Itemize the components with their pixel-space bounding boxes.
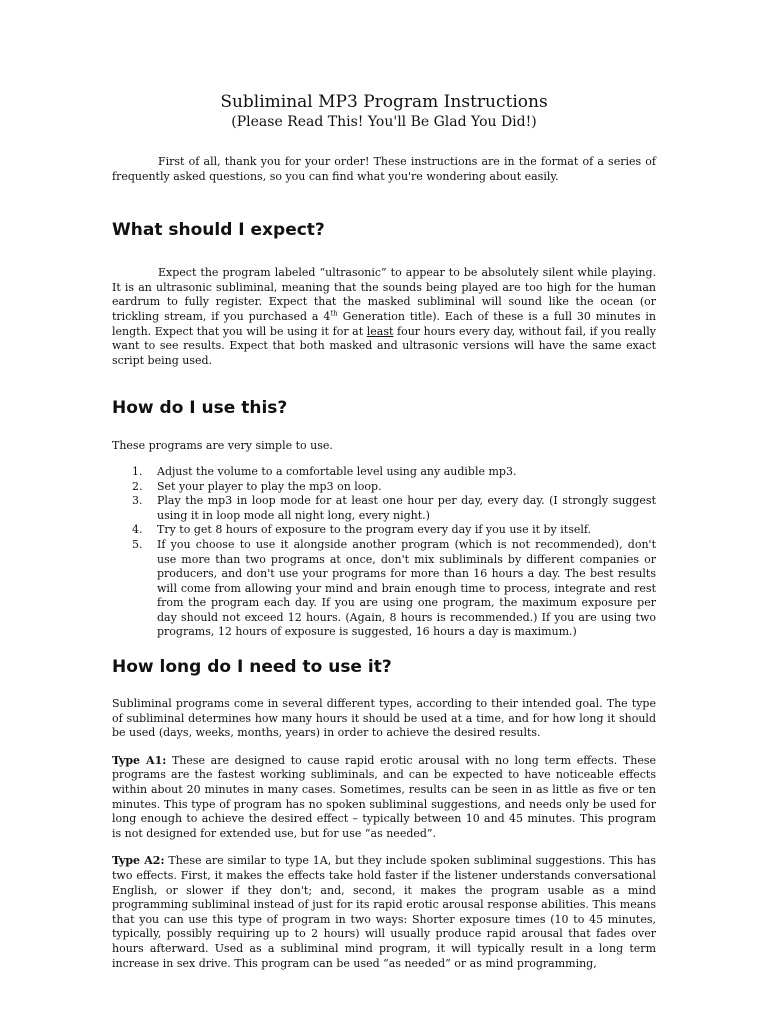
type-a2-label: Type A2: — [112, 854, 165, 868]
expect-text-a: Expect the program labeled “ultrasonic” to appear to be absolutely silent while playing. It is an ultrasonic subliminal, meaning that the sounds being played are too high for the human eardrum to fully register. Expect that the masked subliminal will sound like the ocean (or trickling stream, if you purchased a 4 — [112, 266, 656, 323]
list-item-number: 1. — [132, 464, 143, 478]
list-item — [112, 465, 656, 480]
use-intro: These programs are very simple to use. — [112, 439, 333, 453]
duration-intro: Subliminal programs come in several different types, according to their intended goal. The type of subliminal determines how many hours it should be used at a time, and for how long it should be used (days, weeks, months, years) in order to achieve the desired results. — [112, 697, 656, 740]
type-a1-label: Type A1: — [112, 753, 167, 767]
list-item-number: 5. — [132, 537, 143, 551]
page-title: Subliminal MP3 Program Instructions — [220, 92, 548, 112]
section-heading-duration: How long do I need to use it? — [112, 657, 392, 678]
intro-paragraph: First of all, thank you for your order! These instructions are in the format of a series of frequently asked questions, so you can find what you're wondering about easily. — [112, 155, 656, 183]
section-heading-expect: What should I expect? — [112, 220, 325, 241]
list-item — [112, 494, 656, 523]
expect-paragraph — [112, 266, 656, 368]
type-a1-text: These are designed to cause rapid erotic arousal with no long term effects. These programs are the fastest working subliminals, and can be expected to have noticeable effects within about 20 minutes in many cases. Sometimes, results can be seen in as little as five or ten minutes. This type of program has no spoken subliminal suggestions, and needs only be used for long enough to achieve the desired effect – typically between 10 and 45 minutes. This program is not designed for extended use, but for use “as needed”. — [112, 753, 656, 840]
type-a1-paragraph — [112, 754, 656, 842]
type-a2-text: These are similar to type 1A, but they include spoken subliminal suggestions. This has two effects. First, it makes the effects take hold faster if the listener understands conversational English, or slower if they don't; and, second, it makes the program usable as a mind programming subliminal instead of just for its rapid erotic arousal response abilities. This means that you can use this type of program in two ways: Shorter exposure times (10 to 45 minutes, typically, possibly requiring up to 2 hours) will usually produce rapid arousal that fades over hours afterward. Used as a subliminal mind program, it will typically result in a long term increase in sex drive. This program can be used “as needed” or as mind programming, — [112, 854, 656, 970]
expect-underlined-word: least — [366, 324, 394, 338]
list-item — [112, 523, 656, 538]
use-steps-list — [112, 465, 656, 640]
list-item-text: Play the mp3 in loop mode for at least one hour per day, every day. (I strongly suggest using it in loop mode all night long, every night.) — [157, 494, 656, 522]
section-heading-use: How do I use this? — [112, 398, 288, 419]
list-item-number: 3. — [132, 494, 143, 508]
list-item — [112, 538, 656, 640]
expect-text-b: Generation title). Each of these is a full 30 minutes in length. Expect that you will be using it for at — [112, 309, 656, 338]
list-item-text: If you choose to use it alongside another program (which is not recommended), don't use more than two programs at once, don't mix subliminals by different companies or producers, and don't use your programs for more than 16 hours a day. The best results will come from allowing your mind and brain enough time to process, integrate and rest from the program each day. If you are using one program, the maximum exposure per day should not exceed 12 hours. (Again, 8 hours is recommended.) If you are using two programs, 12 hours of exposure is suggested, 16 hours a day is maximum.) — [157, 537, 656, 639]
list-item-number: 4. — [132, 523, 143, 537]
type-a2-paragraph — [112, 854, 656, 971]
list-item — [112, 480, 656, 495]
expect-superscript: th — [330, 309, 338, 318]
page-subtitle: (Please Read This! You'll Be Glad You Did!) — [231, 114, 537, 130]
list-item-text: Set your player to play the mp3 on loop. — [157, 479, 382, 493]
list-item-text: Adjust the volume to a comfortable level using any audible mp3. — [157, 464, 517, 478]
expect-text-c: four hours every day, without fail, if you really want to see results. Expect that both masked and ultrasonic versions will have the same exact script being used. — [112, 324, 656, 367]
list-item-text: Try to get 8 hours of exposure to the program every day if you use it by itself. — [157, 523, 592, 537]
list-item-number: 2. — [132, 479, 143, 493]
